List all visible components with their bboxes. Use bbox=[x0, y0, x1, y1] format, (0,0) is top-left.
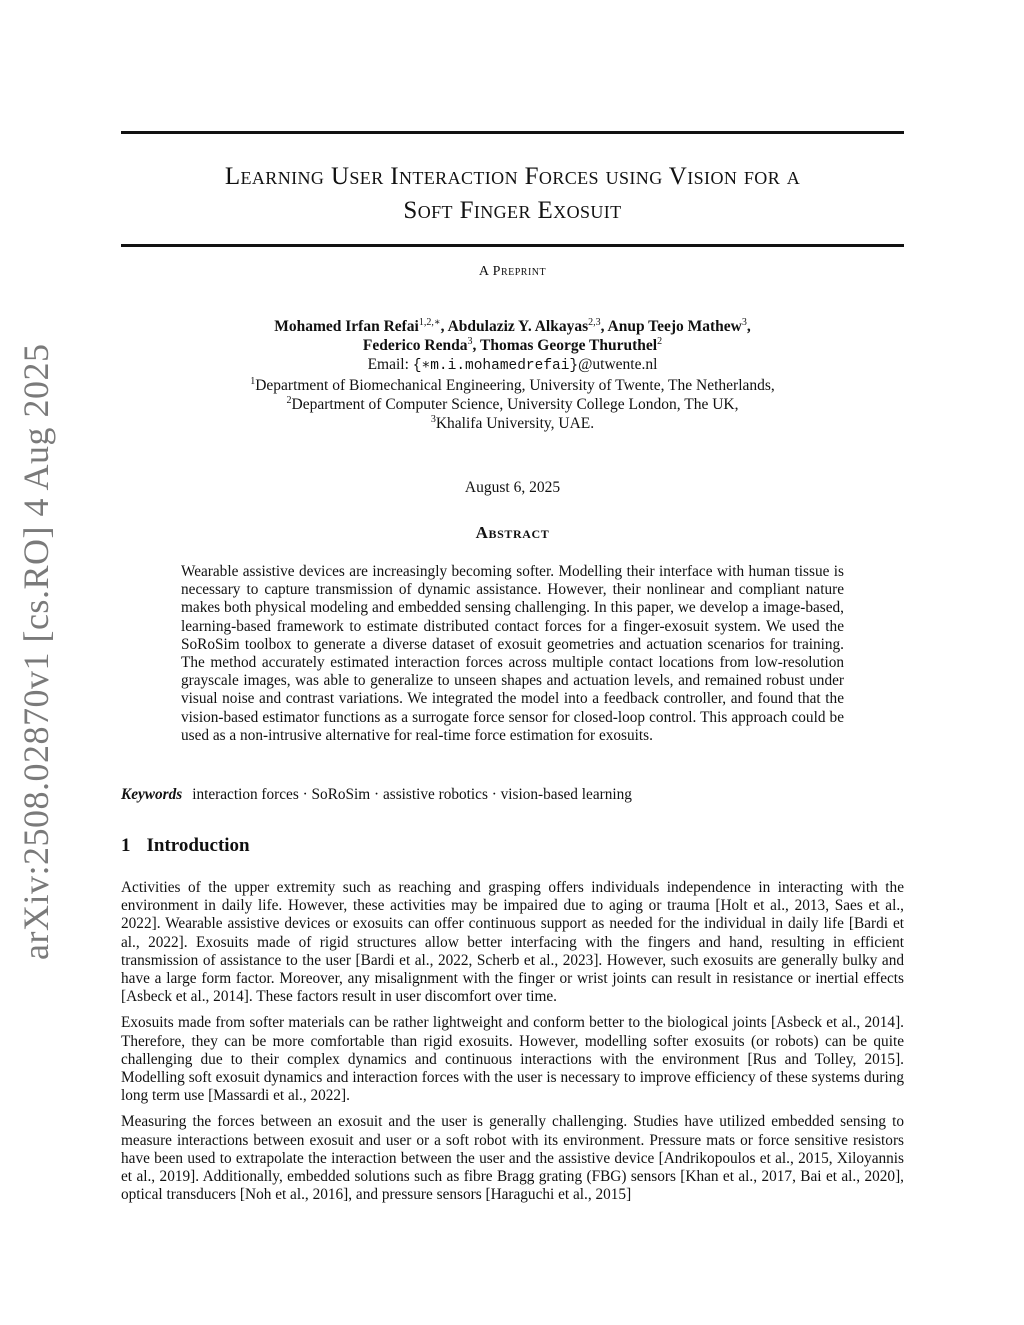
paragraph: Activities of the upper extremity such as reaching and grasping offers individuals independence in interacting with the environment in daily life. However, these activities may be impaired due to aging or trauma [Holt et al., 2013, Saes et al., 2022]. Wearable assistive devices or exosuits can offer continuous support as needed for the individual in daily life [Bardi et al., 2022]. Exosuits made of rigid structures allow better interfacing with the fingers and hand, resulting in efficient transmission of assistance to the user [Bardi et al., 2022, Scherb et al., 2023]. However, such exosuits are generally bulky and have a large form factor. Moreover, any misalignment with the finger or wrist joints can result in resistance or inertial effects [Asbeck et al., 2014]. These factors result in user discomfort over time. bbox=[121, 879, 904, 1006]
author-affiliation-mark: 2 bbox=[657, 335, 663, 347]
paragraph: Measuring the forces between an exosuit and the user is generally challenging. Studies have utilized embedded sensing to measure interactions between exosuit and user or a soft robot with its environment. Pressure mats or force sensitive resistors have been used to extrapolate the interaction between the user and the assistive device [Andrikopoulos et al., 2015, Xiloyannis et al., 2019]. Additionally, embedded solutions such as fibre Bragg grating (FBG) sensors [Khan et al., 2017, Bai et al., 2020], optical transducers [Noh et al., 2016], and pressure sensors [Haraguchi et al., 2015] bbox=[121, 1113, 904, 1204]
section-number: 1 bbox=[121, 835, 131, 856]
author-name: Federico Renda bbox=[362, 337, 468, 354]
affiliation-1: $^1$Department of Biomechanical Engineering, University of Twente, The Netherlands, bbox=[250, 375, 775, 394]
abstract-text: Wearable assistive devices are increasingly becoming softer. Modelling their interface with human tissue is necessary to capture transmission of dynamic assistance. However, their nonlinear and compliant nature makes both physical modeling and embedded sensing challenging. In this paper, we develop a image-based, learning-based framework to estimate distributed contact forces for a finger-exosuit system. We used the SoRoSim toolbox to generate a diverse dataset of exosuit geometries and actuation scenarios for training. The method accurately estimated interaction forces across multiple contact locations from low-resolution grayscale images, was able to generalize to unseen shapes and actuation levels, and remained robust under visual noise and contrast variations. We integrated the model into a feedback controller, and found that the vision-based estimator functions as a surrogate force sensor for closed-loop control. This approach could be used as a non-intrusive alternative for real-time force estimation for exosuits. bbox=[181, 563, 844, 744]
keywords-line bbox=[121, 786, 904, 804]
author-name: Abdulaziz Y. Alkayas bbox=[447, 318, 589, 335]
preprint-label: A Preprint bbox=[478, 264, 547, 279]
section-title: Introduction bbox=[146, 835, 250, 856]
publication-date: August 6, 2025 bbox=[464, 479, 561, 496]
email-line bbox=[121, 355, 904, 376]
arxiv-identifier-stamp: arXiv:2508.02870v1 [cs.RO] 4 Aug 2025 bbox=[16, 343, 56, 960]
paragraph: Exosuits made from softer materials can be rather lightweight and conform better to the biological joints [Asbeck et al., 2014]. Therefore, they can be more comfortable than rigid exosuits. However, modelling softer exosuits (or robots) can be quite challenging due to their complex dynamics and continuous interactions with the environment [Rus and Tolley, 2015]. Modelling soft exosuit dynamics and interaction forces with the user is necessary to improve efficiency of these systems during long term use [Massardi et al., 2022]. bbox=[121, 1014, 904, 1105]
section-heading bbox=[121, 835, 250, 857]
author-affiliation-mark: 2,3 bbox=[588, 316, 601, 328]
paper-title bbox=[121, 160, 904, 228]
author-affiliation-mark: 1,2,∗ bbox=[418, 316, 441, 328]
author-block bbox=[121, 317, 904, 433]
email-domain[interactable]: @utwente.nl bbox=[578, 356, 658, 373]
author-name: Thomas George Thuruthel bbox=[479, 337, 658, 354]
introduction-body bbox=[121, 879, 904, 1212]
abstract-heading: Abstract bbox=[475, 523, 550, 542]
author-line-1: Mohamed Irfan Refai$^{1,2,∗}$, Abdulaziz Y. Alkayas$^{2,3}$, Anup Teejo Mathew$^3$, bbox=[274, 316, 751, 335]
keywords-list: interaction forces · SoRoSim · assistive robotics · vision-based learning bbox=[192, 786, 632, 803]
email-user[interactable]: {∗m.i.mohamedrefai} bbox=[412, 358, 579, 374]
title-bottom-rule bbox=[121, 244, 904, 247]
title-line-1: Learning User Interaction Forces using Vision for a bbox=[224, 163, 801, 190]
keywords-label: Keywords bbox=[121, 786, 183, 803]
author-line-2: Federico Renda$^3$, Thomas George Thuruthel$^2$ bbox=[362, 335, 663, 354]
title-line-2: Soft Finger Exosuit bbox=[403, 197, 622, 224]
email-label: Email: bbox=[367, 356, 409, 373]
author-name: Mohamed Irfan Refai bbox=[274, 318, 419, 335]
affiliation-3: $^3$Khalifa University, UAE. bbox=[430, 413, 595, 432]
author-name: Anup Teejo Mathew bbox=[607, 318, 742, 335]
affiliation-2: $^2$Department of Computer Science, University College London, The UK, bbox=[286, 394, 739, 413]
title-top-rule bbox=[121, 131, 904, 134]
author-affiliation-mark: 3 bbox=[741, 316, 747, 328]
author-affiliation-mark: 3 bbox=[467, 335, 473, 347]
